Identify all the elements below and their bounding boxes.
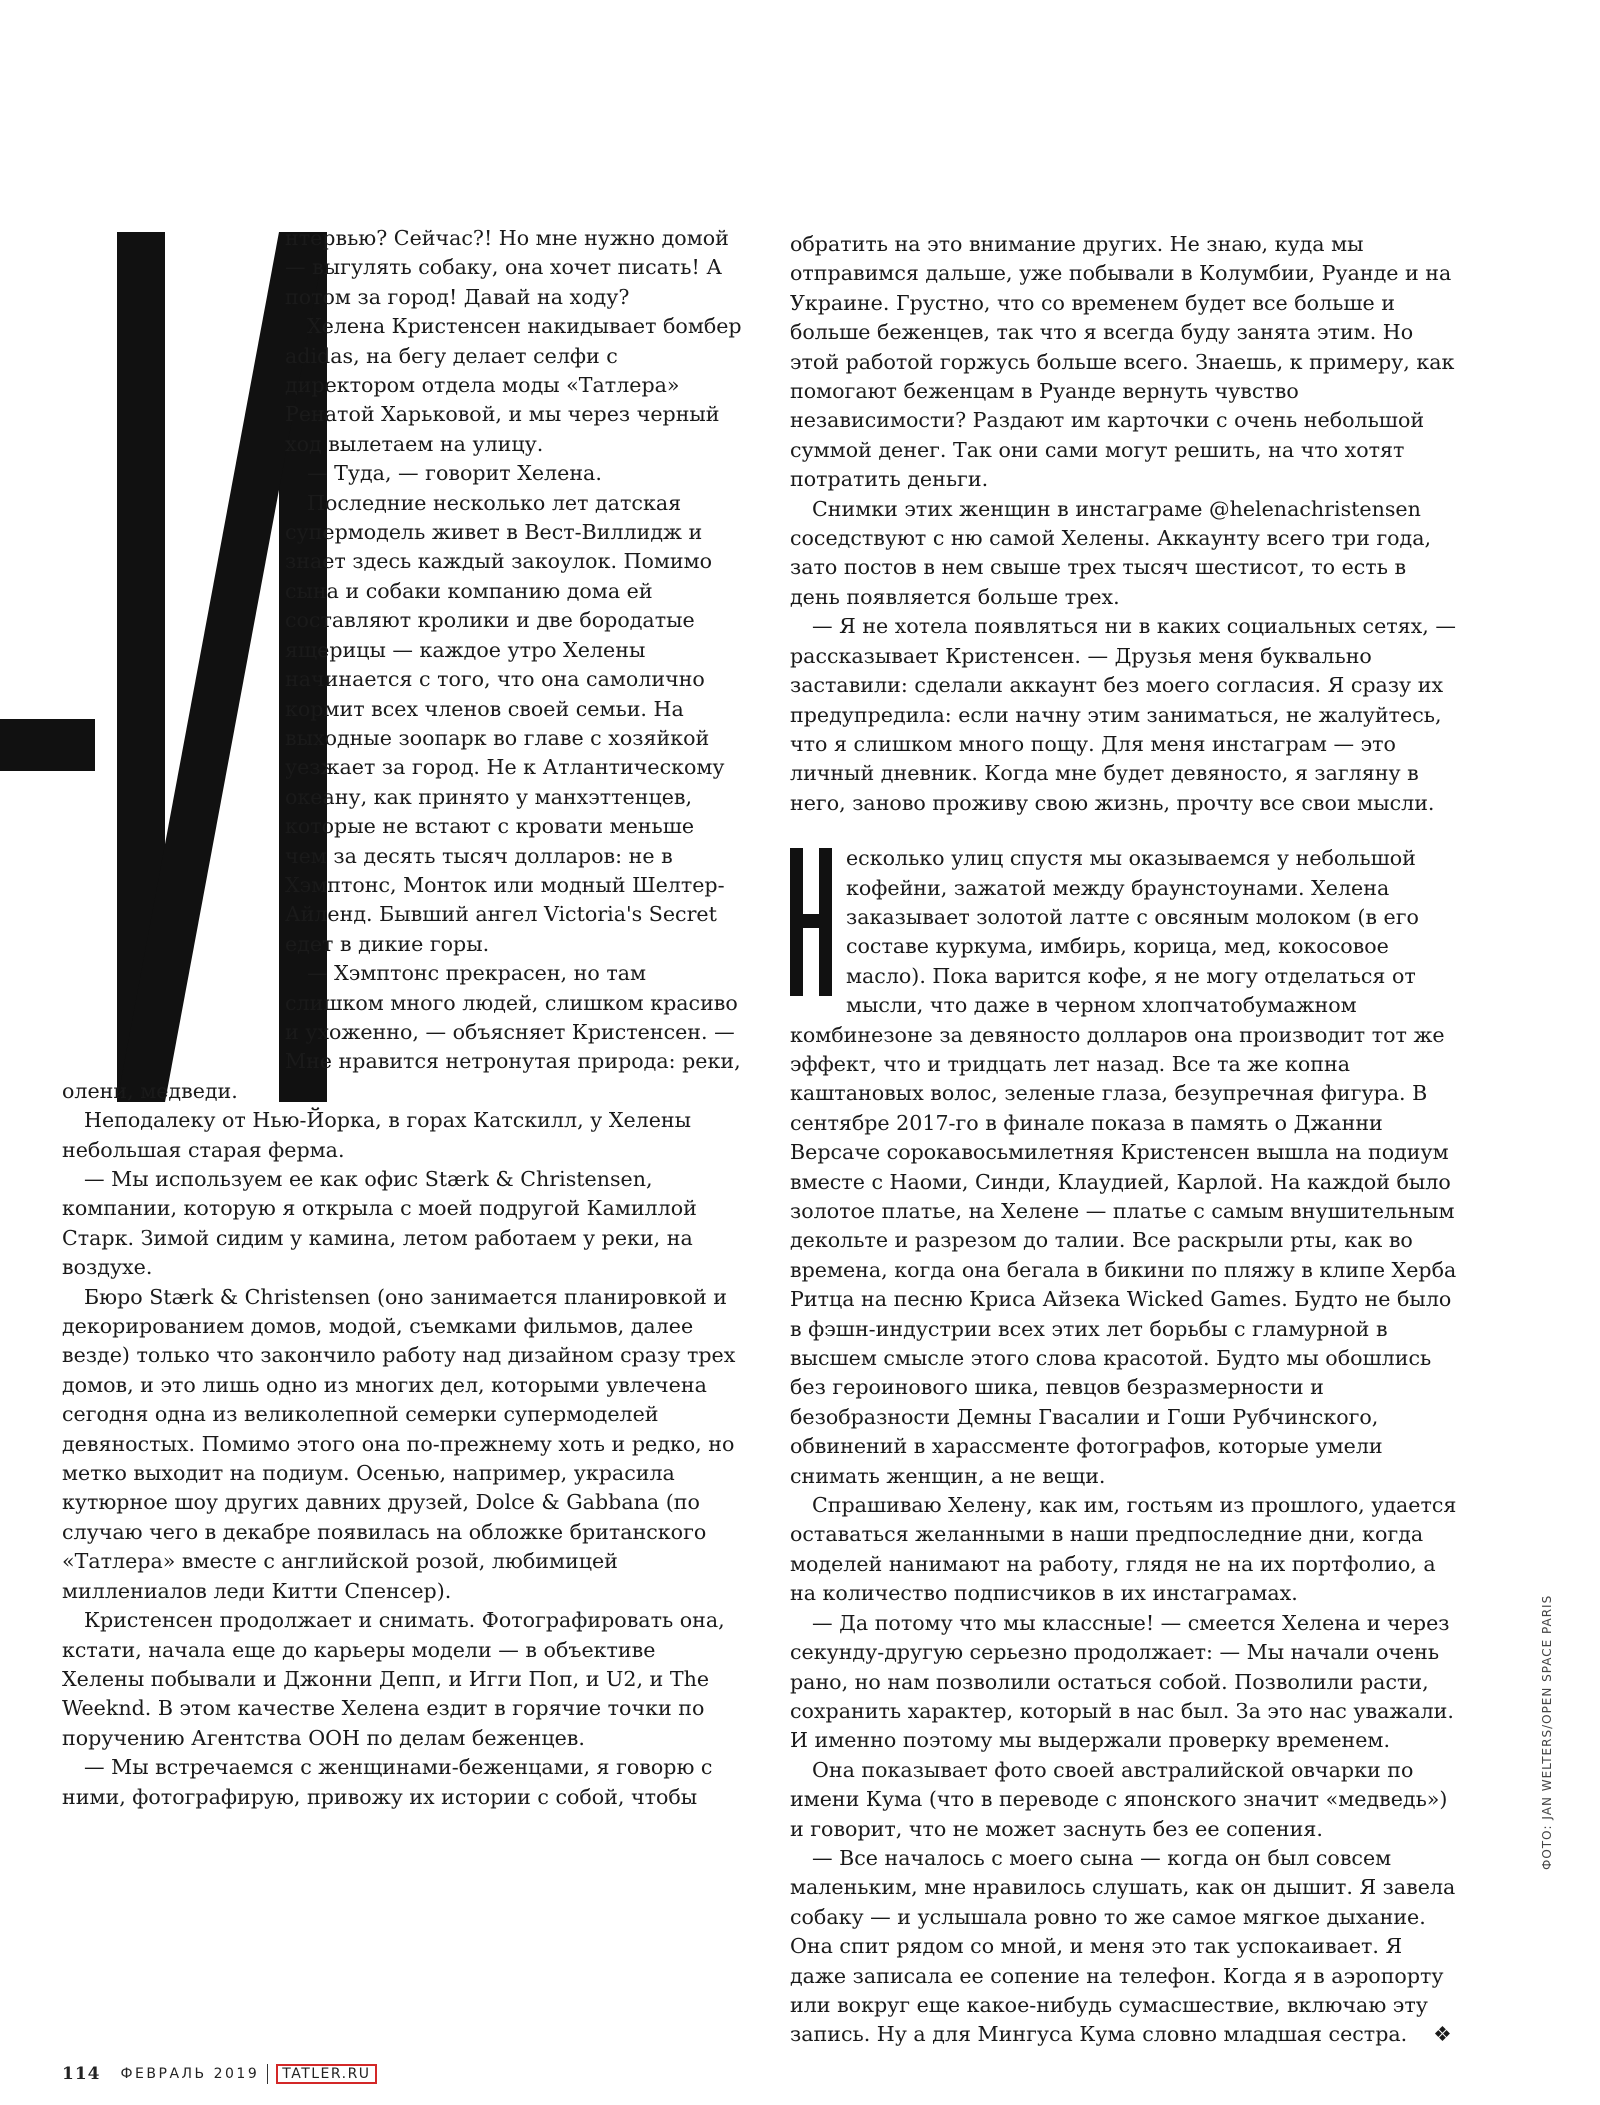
paragraph: Кристенсен продолжает и снимать. Фотографировать она, кстати, начала еще до карьеры модели — в объективе Хелены побывали и Джонни Депп, и Игги Поп, и U2, и The Weeknd. В этом качестве Хелена ездит в горячие точки по поручению Агентства ООН по делам беженцев. [62, 1608, 725, 1750]
right-bottom-paragraphs [790, 1491, 1458, 2050]
photo-credit: ФОТО: JAN WELTERS/OPEN SPACE PARIS [1540, 1594, 1554, 1870]
page-footer [62, 2062, 377, 2086]
paragraph: Снимки этих женщин в инстаграме @helenachristensen соседствуют с ню самой Хелены. Аккаунту всего три года, зато постов в нем свыше трех тысяч шестисот, то есть в день появляется больше трех. [790, 496, 1432, 609]
paragraph: — Я не хотела появляться ни в каких социальных сетях, — рассказывает Кристенсен. — Друзья меня буквально заставили: сделали аккаунт без моего согласия. Я сразу их предупредила: если начну этим заниматься, не жалуйтесь, что я слишком много пощу. Для меня инстаграм — это личный дневник. Когда мне будет девяносто, я загляну в него, заново проживу свою жизнь, прочту все свои мысли. [790, 614, 1456, 815]
issue-date: ФЕВРАЛЬ 2019 [120, 2066, 260, 2082]
paragraph: — Да потому что мы классные! — смеется Хелена и через секунду-другую серьезно продолжает: — Мы начали очень рано, но нам позволили остаться собой. Позволили расти, сохранить характер, который в нас был. За это нас уважали. И именно поэтому мы выдержали проверку временем. [790, 1610, 1454, 1753]
right-column [790, 230, 1458, 2050]
paragraph: Бюро Stærk & Christensen (оно занимается планировкой и декорированием домов, модой, съемками фильмов, далее везде) только что закончило работу над дизайном сразу трех домов, и это лишь одно из многих дел, которыми увлечена сегодня одна из великолепной семерки супермоделей девяностых. Помимо этого она по-прежнему хоть и редко, но метко выходит на подиум. Осенью, например, украсила кутюрное шоу других давних друзей, Dolce & Gabbana (по случаю чего в декабре появилась на обложке британского «Татлера» вместе с английской розой, любимицей миллениалов леди Китти Спенсер). [62, 1284, 736, 1603]
paragraph: — Все началось с моего сына — когда он был совсем маленьким, мне нравилось слушать, как он дышит. Я завела собаку — и услышала ровно то же самое мягкое дыхание. Она спит рядом со мной, и меня это так успокаивает. Я даже записала ее сопение на телефон. Когда я в аэропорту или вокруг еще какое-нибудь сумасшествие, включаю эту запись. Ну а для Мингуса Кума словно младшая сестра. ❖ [790, 1844, 1458, 2050]
paragraph: — Мы встречаемся с женщинами-беженцами, я говорю с ними, фотографирую, привожу их истории с собой, чтобы [62, 1755, 713, 1809]
paragraph: — Хэмптонс прекрасен, но там слишком много людей, слишком красиво и ухоженно, — объясняет Кристенсен. — Мне нравится нетронутая природа: реки, олени, медведи. [62, 961, 741, 1103]
paragraph: Хелена Кристенсен накидывает бомбер adidas, на бегу делает селфи с директором отдела моды «Татлера» Ренатой Харьковой, и мы через черный ход вылетаем на улицу. [285, 314, 742, 456]
paragraph: — Мы используем ее как офис Stærk & Christensen, компании, которую я открыла с моей подругой Камиллой Старк. Зимой сидим у камина, летом работаем у реки, на воздухе. [62, 1167, 697, 1280]
page-number: 114 [62, 2064, 101, 2084]
site-link[interactable]: TATLER.RU [276, 2064, 376, 2084]
paragraph: обратить на это внимание других. Не знаю, куда мы отправимся дальше, уже побывали в Колумбии, Руанде и на Украине. Грустно, что со временем будет все больше и больше беженцев, так что я всегда буду занята этим. Но этой работой горжусь больше всего. Знаешь, к примеру, как помогают беженцам в Руанде вернуть чувство независимости? Раздают им карточки с очень небольшой суммой денег. Так они сами могут решить, на что хотят потратить деньги. [790, 232, 1455, 492]
end-mark-icon: ❖ [1433, 2022, 1452, 2047]
paragraph: — Туда, — говорит Хелена. [307, 461, 602, 486]
paragraph: Неподалеку от Нью-Йорка, в горах Катскилл, у Хелены небольшая старая ферма. [62, 1108, 692, 1162]
right-top-paragraphs [790, 230, 1458, 818]
paragraph: нтервью? Сейчас?! Но мне нужно домой — выгулять собаку, она хочет писать! А потом за город! Давай на ходу? [285, 226, 729, 309]
left-column [62, 224, 742, 1812]
drop-cap-n [790, 848, 832, 996]
paragraph: Последние несколько лет датская супермодель живет в Вест-Виллидж и знает здесь каждый закоулок. Помимо сына и собаки компанию дома ей составляют кролики и две бородатые ящерицы — каждое утро Хелены начинается с того, что она самолично кормит всех членов своей семьи. На выходные зоопарк во главе с хозяйкой уезжает за город. Не к Атлантическому океану, как принято у манхэттенцев, которые не встают с кровати меньше чем за десять тысяч долларов: не в Хэмптонс, Монток или модный Шелтер-Айленд. Бывший ангел Victoria's Secret едет в дикие горы. [285, 490, 725, 956]
section-opening-paragraph: есколько улиц спустя мы оказываемся у небольшой кофейни, зажатой между браунстоунами. Хелена заказывает золотой латте с овсяным молоком (в его составе куркума, имбирь, корица, мед, кокосовое масло). Пока варится кофе, я не могу отделаться от мысли, что даже в черном хлопчатобумажном комбинезоне за девяносто долларов она производит тот же эффект, что и тридцать лет назад. Все та же копна каштановых волос, зеленые глаза, безупречная фигура. В сентябре 2017-го в финале показа в память о Джанни Версаче сорокавосьмилетняя Кристенсен вышла на подиум вместе с Наоми, Синди, Клаудией, Карлой. На каждой было золотое платье, на Хелене — платье с самым внушительным декольте и разрезом до талии. Все раскрыли рты, как во времена, когда она бегала в бикини по пляжу в клипе Херба Ритца на песню Криса Айзека Wicked Games. Будто не было в фэшн-индустрии всех этих лет борьбы с гламурной в высшем смысле этого слова красотой. Будто мы обошлись без героинового шика, певцов безразмерности и безобразности Демны Гвасалии и Гоши Рубчинского, обвинений в харассменте фотографов, которые умели снимать женщин, а не вещи. [790, 846, 1457, 1488]
paragraph: Спрашиваю Хелену, как им, гостьям из прошлого, удается оставаться желанными в наши предпоследние дни, когда моделей нанимают на работу, глядя не на их портфолио, а на количество подписчиков в их инстаграмах. [790, 1493, 1457, 1606]
footer-divider [267, 2064, 268, 2084]
paragraph: Она показывает фото своей австралийской овчарки по имени Кума (что в переводе с японского значит «медведь») и говорит, что не может заснуть без ее сопения. [790, 1757, 1448, 1841]
